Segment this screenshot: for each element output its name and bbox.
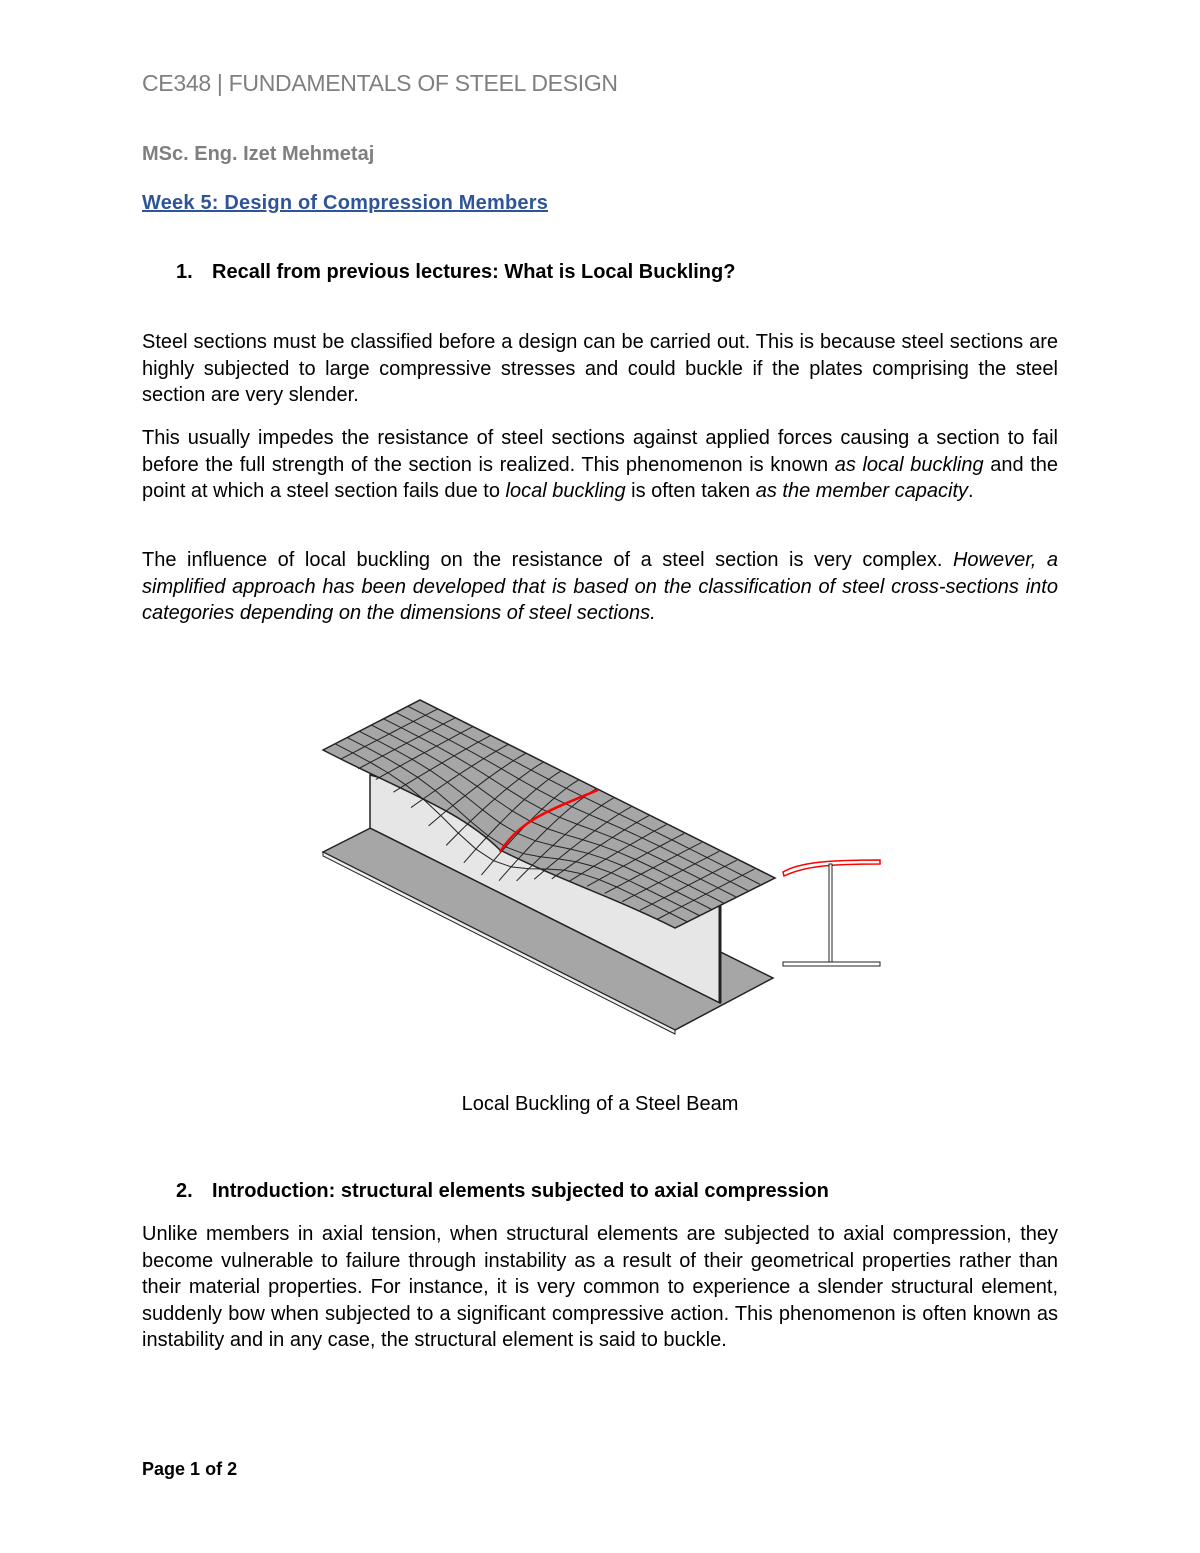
text: Page [142, 1459, 186, 1479]
section-number: 2. [176, 1180, 193, 1202]
week-title-link[interactable]: Week 5: Design of Compression Members [142, 192, 549, 214]
paragraph: Unlike members in axial tension, when structural elements are subjected to axial compression, they become vulnerable to failure through instability as a result of their geometrical properties rather than their material properties. For instance, it is very common to experience a slender structural element, suddenly bow when subjected to a significant compressive action. This phenomenon is often known as instability and in any case, the structural element is said to buckle. [142, 1223, 1058, 1351]
course-title: CE348 | FUNDAMENTALS OF STEEL DESIGN [142, 70, 618, 96]
heading-text: Introduction: structural elements subjected to axial compression [212, 1180, 829, 1202]
figure-caption: Local Buckling of a Steel Beam [461, 1093, 739, 1115]
section-2-heading [176, 1180, 829, 1203]
italic-text: local buckling [505, 480, 626, 502]
text: The influence of local buckling on the resistance of a steel section is very complex. [142, 549, 953, 571]
page-number [142, 1459, 237, 1480]
heading-text: Recall from previous lectures: What is Local Buckling? [212, 261, 736, 283]
text: and the point at which a steel section fails due to [142, 453, 1059, 502]
text: is often taken [625, 480, 756, 502]
italic-text: as local buckling [834, 453, 984, 476]
italic-text: However, a simplified approach has been developed that is based on the classification of steel cross-sections into categories depending on the dimensions of steel sections. [142, 549, 1058, 624]
text: This usually impedes the resistance of steel sections against applied forces causing a section to fail before the full strength of the section is realized. This phenomenon is known [142, 427, 1058, 476]
section-number: 1. [176, 261, 193, 283]
text: . [968, 480, 974, 502]
paragraph: Steel sections must be classified before a design can be carried out. This is because steel sections are highly subjected to large compressive stresses and could buckle if the plates comprising the steel section are very slender. [142, 331, 1058, 406]
text: of [205, 1459, 223, 1479]
text: 2 [227, 1459, 238, 1479]
cross-section-icon [783, 860, 880, 966]
italic-text: as the member capacity [755, 480, 969, 502]
author-name: MSc. Eng. Izet Mehmetaj [142, 143, 375, 165]
text: 1 [190, 1459, 201, 1479]
